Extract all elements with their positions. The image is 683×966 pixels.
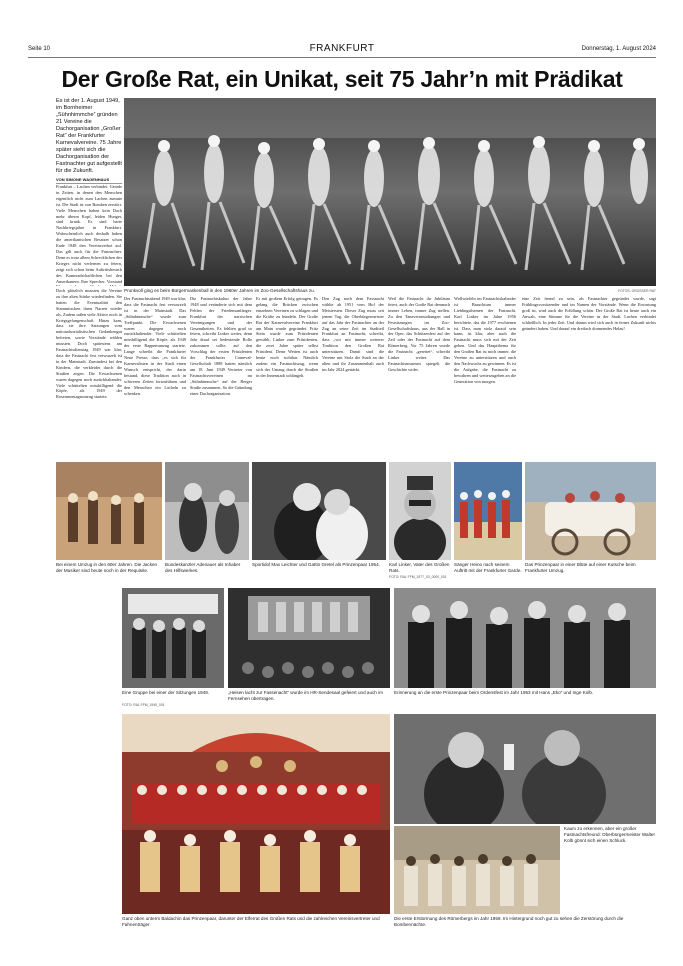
headline: Der Große Rat, ein Unikat, seit 75 Jahr’n mit Prädikat bbox=[61, 66, 623, 92]
caption-heino: Sänger Heino nach seinem Auftritt mit der Frankfurter Garde. bbox=[454, 562, 522, 573]
article-column-1: Frankfurt – Lachen verbindet. Gerade in Zeiten, in denen den Menschen eigentlich nicht zum Lachen zumute ist. Die Stadt ist von Bomben zerstört. Viele Menschen haben kein Dach mehr überm Kopf, leiden Hunger, sind krank. Es sind harte Nachkriegsjahre in Frankfurt. Wahrscheinlich auch deshalb haben die amerikanischen Besatzer schon Ende 1948 den Vereinsverbot auf. Das gilt auch für die Fastnachter. Denn es trotz allem Schrecklichen des Krieges nicht verlernen zu feiern, zeigt sich schon beim Auftrittsbesuch des Kameradschaftlichen bei den Amerikanern. Ihre Sprecher, Vorstand bbox=[56, 184, 122, 284]
photo-heino-garde bbox=[454, 462, 522, 560]
page-number: Seite 10 bbox=[28, 46, 51, 52]
caption-session-1949: Eine Gruppe bei einer der Sitzungen 1949. bbox=[122, 690, 210, 695]
article-column-7: Weil die Fastnacht ihr Jubiläum feiert, auch der Große Rat demnach immer Leben, immer Zug stellen. Zu den Tanzveranstaltungen und Festsitzungen im Zoo-Gesellschaftshaus, aus der Ball in der Oper, das Schützenfest auf der Zeil oder der Fastnacht auf dem Römerberg. Vor 75 Jahren wurde die Fastnacht „gerettet“, schreibt Linker weiter. Das Fastnachtsmuseum spiegelt die Geschichte wider. bbox=[388, 296, 450, 372]
top-photo-credit: FOTOS: GROSSER RAT bbox=[618, 289, 656, 293]
photo-adenauer bbox=[165, 462, 249, 560]
top-photo-showgirls bbox=[124, 98, 656, 286]
top-photo-caption: Prunkvoll ging es beim Bürgermaskenball in den 1960er Jahren im Zoo-Gesellschaftshaus zu. bbox=[124, 288, 315, 293]
article-column-5: Er mit großem Erfolg getragen. Es gelang die Brücken zwischen einzelnen Vereinen zu schlagen und die Kräfte zu bündeln. Der Große Rat der Karnevalvereine Frankfurt am Main wurde gegründet. Fritz Stein wurde zum Präsidenten gewählt, Linker zum Präsidenten, die zwei Jahre später selbst Präsident. Denn Wetten ist auch heute noch sichtbar. Nämlich zudem ein Fastnachtszug, wenn sich der Umzug durch die Straßen in der Innenstadt schlängelt. bbox=[256, 296, 318, 378]
intro-text: Es ist der 1. August 1949, im Bornheimer „Sühnhimmche“ gründen 21 Vereine die Dachorganisation „Großer Rat“ der Frankfurter Karnevalvereine. 75 Jahre später sieht sich die Dachorganisation der Fastnachter gut aufgestellt für die Zukunft. bbox=[56, 98, 122, 174]
caption-parade: Bei einem Umzug in den 60er Jahren. Die Jacken der Musiker sind heute noch in der Requisite. bbox=[56, 562, 158, 573]
caption-ordensfest: Erinnerung an die erste Prinzenpaar beim Ordensfest im Jahr 1953 mit Hans „Eko“ und Inge Kolb. bbox=[394, 690, 594, 695]
page-header bbox=[28, 44, 656, 58]
credit-session-1949: FOTO: RAL FFM_1949_001 bbox=[122, 703, 165, 707]
article-column-9: eine Zeit fremd zu sein, als Fastnachter gegründet wurde, sagt Frühlingsvorsitzender und im Namen der Vorstände. Wenn die Erwartung groß ist, wird auch die Erfüllung schön. Der Große Rat ist heute auch ein Anwalt, eine Stimme für die Vereine in der Stadt. Lachen verbindet schließlich. In jeder Zeit. Und darum wird sich auch in ferner Zukunft nichts geändert haben. Und darauf ein dreifach donnerndes Helau! bbox=[522, 296, 656, 331]
photo-parade-musicians bbox=[56, 462, 162, 560]
photo-oberbuergermeister-kolb bbox=[394, 714, 656, 824]
article-column-8: Wollwürfeln im Fastnachtskalender ist Brauchtum immer Lieblingsthemen der Fastnacht. Karl Linker im Jahre 1956 berichtete, das die 1977 erschienen ist. Dass man stolz darauf sein kann, ist klar, aber auch die Fastnacht muss sich mit der Zeit gehen. Und das Hauptthema für den Großen Rat ist noch immer, die Vereine zu unterstützen und auch den Nachwuchs zu gewinnen. Es ist die Aufgabe, die Fastnacht zu bewahren und weiterzugeben an die Generation von morgen. bbox=[454, 296, 516, 384]
caption-adenauer: Bundeskanzler Adenauer als Inhaber des Hilfswerkes. bbox=[165, 562, 241, 573]
photo-karl-linker bbox=[389, 462, 451, 560]
caption-coach: Das Prinzenpaar in einer Blüte auf einer Kutsche beim Frankfurter Umzug. bbox=[525, 562, 636, 573]
photo-prince-coach bbox=[525, 462, 656, 560]
issue-date: Donnerstag, 1. August 2024 bbox=[581, 46, 656, 52]
section-title: FRANKFURT bbox=[309, 43, 375, 54]
article-column-3: Der Fastnachtsabend 1949 war klar, dass die Fastnacht fest verwurzelt ist in der Mainstadt. Das „Sühnhimmche“ wurde zum Treffpunkt. Die Erwachsenen waren dagegen noch zurückhaltender. Viele schüttelten missbilligend die Köpfe, als 1949 der erste Rappenumzug startete. Lange schreibt die Frankfurter Neue Presse, dass „es sich für Karnevalisten in der Stadt einen Wunsch entspricht, der darin bestand, diese Tradition auch in schweren Zeiten fortzuführen und den Menschen ein Lächeln zu schenken. bbox=[124, 296, 186, 396]
photo-prince-couple-1954 bbox=[252, 462, 386, 560]
photo-roemerberg-1959 bbox=[394, 826, 560, 914]
article-column-2: Doch plötzlich mussten die Vereine zu ihre alten Stärke wiederfinden. Sie hatten die Eventualität den Stammtischen ihren Narren wieder als, Zudem saßen viele Aktive noch in Kriegsgefangenschaft. Hinzu kam, dass sie ihre Satzungen vom nationalsozialistischen Gedankengut befreien, sowie Vorstände wählen mussten. Doch spätestens am Fastnachtsdienstag 1949 war klar, dass die Fastnacht fest verwurzelt ist in der Mainstadt. Zumindest bei den Kindern, die verkleidet durch die Straßen zogen. Die Erwachsenen waren dagegen noch zurückhaltender. Viele schüttelten missbilligend die Köpfe, als 1949 der Rosenmontagsumzug startete. bbox=[56, 288, 122, 400]
caption-kolb: Kaum zu erkennen, aber ein großer Fastnachtsfreund: Oberbürgermeister Walter Kolb gönnt sich einen Schluck. bbox=[564, 826, 655, 843]
photo-ordensfest-1953 bbox=[394, 588, 656, 688]
credit-karl-linker: FOTO: RAL FFM_1977_03_0000_001 bbox=[389, 575, 447, 579]
caption-roemerberg: Die erste Erstürmung des Römerbergs im Jahr 1959. Im Hintergrund noch gut zu sehen die Zerstörung durch die Bombennächte. bbox=[394, 916, 624, 927]
article-column-6: Den Zug nach dem Fassnacht wählte ab 1951 vom Hof der Meistersten. Dieser Zug muss seit jenem Tag, die Oberbürgermeister auf das Jahr der Fastnachter an der Zug an seine Zeit im Stadtteil Frankfurt an Fastnacht, schreibt, dass „wir mit immer weiterer Tradition den Großen Rat unterstützen. Damit sind die Vereine mit Stolz die Stadt an der alten und ihr Zusammenhalt auch im Jahr 2024 gestärkt. bbox=[322, 296, 384, 372]
caption-hr-sendesaal: „Heisen lacht zur Fassenacht“ wurde im HR-Sendesaal gefeiert und auch im Fernsehen übertragen. bbox=[228, 690, 383, 701]
caption-prince-couple: Sportidol Max Leichter und Gattin Gretel als Prinzenpaar 1954. bbox=[252, 562, 380, 567]
photo-elferrat-baldachin bbox=[122, 714, 390, 914]
byline: VON SIMONE WAGENHAUS bbox=[56, 177, 122, 184]
caption-elferrat: Ganz oben unterm Baldachin das Prinzenpaar, darunter der Elferrat des Großen Rats und die zahlreichen Vereinsvertreter und Fahnenträger. bbox=[122, 916, 380, 927]
photo-hr-sendesaal bbox=[228, 588, 390, 688]
article-column-4: Die Fastnachtskultur der Jahre 1948 und veränderte sich mit dem Fehlen der Friedensanfänger. Frankfurt der narrischen Vereinigungen und der Gesamtheiten. Es fehlten grad so feiern, schreibt Linker weiter, denn Jahr drauf sei bedeutende Rolle zukommen sollte, auf den Vorschlag der ersten Präsidenten der Frankfurter Carneval-Gesellschaft 1888 hatten nämlich am 18. Juni 1949 Vertreter von Fastnachtsvereinen im „Sühnhimmche“ auf der Berger Straße zusammen. So die Gründung einer Dachorganisation. bbox=[190, 296, 252, 396]
caption-karl-linker: Karl Linker, Vater des Großen Rats. bbox=[389, 562, 450, 573]
photo-session-1949 bbox=[122, 588, 224, 688]
